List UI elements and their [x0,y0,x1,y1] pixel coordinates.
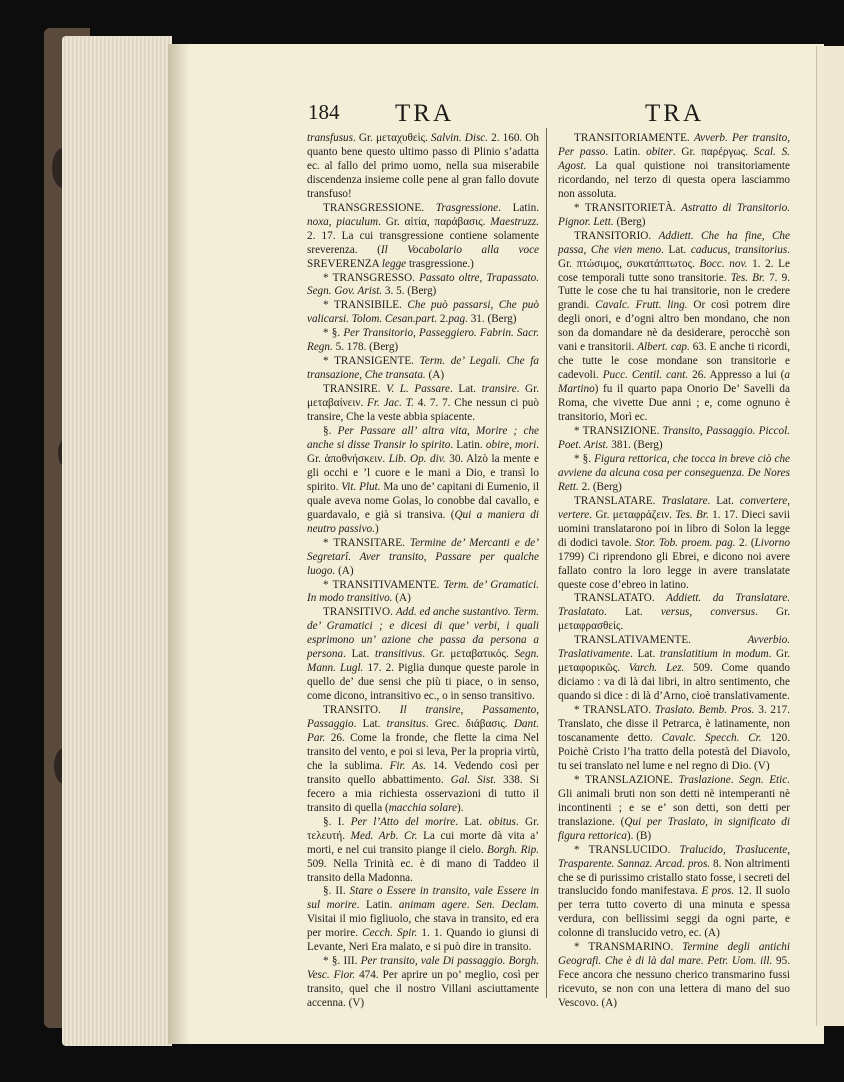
dictionary-entry: * TRANSGRESSO. Passato oltre, Trapassato. Segn. Gov. Arist. 3. 5. (Berg) [307,271,539,298]
dictionary-entry: * §. Per Transitorio, Passeggiero. Fabrin. Sacr. Regn. 5. 178. (Berg) [307,327,539,354]
dictionary-entry: §. Per Passare all’ altra vita, Morire ; che anche si disse Transir lo spirito. Latin. obire, mori. Gr. ἀποθνήσκειν. Lib. Op. div. 30. Alzò la mente e gli occhi e ’l cuore e le mani a Dio, e transì lo spirito. Vit. Plut. Ma uno de’ capitani di Eumenio, il quale aveva nome Golas, lo conobbe dal cavallo, e guardavalo, e già si transiva. (Qui a maniera di neutro passivo.) [307,425,539,535]
dictionary-entry: transfusus. Gr. μεταχυθεὶς. Salvin. Disc. 2. 160. Oh quanto bene questo ultimo passo di Plinio s’adatta ec. al fallo del primo uomo, nella sua miserabile discendenza insieme colle pene al gran fallo dovute transfuso! [307,132,539,200]
page-number: 184 [308,100,340,124]
dictionary-entry: * TRANSLAZIONE. Traslazione. Segn. Etic. Gli animali bruti non son detti nè intemperanti nè incontinenti ; e se e’ son detti, son detti per translazione. (Qui per Traslato, in significato di figura rettorica). (B) [558,773,791,842]
gutter-shadow [168,44,190,1044]
dictionary-entry: TRANSLATARE. Traslatare. Lat. convertere, vertere. Gr. μεταφράζειν. Tes. Br. 1. 17. Dieci savii uomini translatarono poi in libro di Solon la legge di dodici tavole. Stor. Tob. proem. pag. 2. (Livorno 1799) Ci riprendono gli Ebrei, e dicono noi avere fallato contro la loro legge in avere translatate queste cose d’ebreo in latino. [558,494,790,591]
dictionary-entry: * TRANSITIVAMENTE. Term. de’ Gramatici. In modo transitivo. (A) [307,578,539,605]
dictionary-entry: * TRANSITORIETÀ. Astratto di Transitorio. Pignor. Lett. (Berg) [558,201,790,228]
dictionary-entry: * TRANSLUCIDO. Tralucido, Traslucente, Trasparente. Sannaz. Arcad. pros. 8. Non altrimenti che se di purissimo cristallo stato fosse, i secreti del translucido fondo manifestava. E pros. 12. Il suolo per terra tutto coverto di una minuta e spessa verdura, con bellissimi seggi da ogni parte, e colonne di translucido vetro, ec. (A) [558,843,790,940]
dictionary-entry: * TRANSIGENTE. Term. de’ Legali. Che fa transazione, Che transata. (A) [307,355,540,382]
dictionary-entry: TRANSITIVO. Add. ed anche sustantivo. Term. de’ Gramatici ; e dicesi di que’ verbi, i quali esprimono un’ azione che passa da persona a persona. Lat. transitivus. Gr. μεταβατικός. Segn. Mann. Lugl. 17. 2. Piglia dunque queste parole in quello de’ due sensi che più ti piace, o in senso, come dicono, intransitivo ec., o in senso transitivo. [307,606,539,703]
facing-page-edge [816,46,844,1026]
dictionary-entry: TRANSLATIVAMENTE. Avverbio. Traslativamente. Lat. translatitium in modum. Gr. μεταφορικῶς. Varch. Lez. 509. Come quando diciamo : va di là dai libri, in altro sentimento, che quando si dice : di là d’Arno, cioè translativamente. [558,634,791,703]
dictionary-entry: * TRANSITARE. Termine de’ Mercanti e de’ Segretarî. Aver transito, Passare per qualche luogo. (A) [307,536,539,577]
dictionary-entry: TRANSITORIO. Addiett. Che ha fine, Che passa, Che vien meno. Lat. caducus, transitorius. Gr. πτώσιμος, συκατάπτωτος. Bocc. nov. 1. 2. Le cose temporali tutte sono transitorie. Tes. Br. 7. 9. Tutte le cose che tu hai transitorie, non le credere grandi. Cavalc. Frutt. ling. Or così potrem dire degli onori, e d’ogni altro ben mondano, che non son da domandare nè da desiderare, perocchè son vani e transitorii. Albert. cap. 63. E anche ti ricordi, che tutte le cose mondane son transitorie e cadevoli. Pucc. Centil. cant. 26. Appresso a lui (a Martino) fu il quarto papa Onorio De’ Savelli da Roma, che vivette Due anni ; e, come ognuno è transitorio, Morì ec. [558,229,791,424]
dictionary-entry: TRANSIRE. V. L. Passare. Lat. transire. Gr. μεταβαίνειν. Fr. Jac. T. 4. 7. 7. Che nessun ci può transire, Che la veste abbia spiacente. [307,383,539,424]
running-head-left: TRA [395,100,454,127]
column-rule [546,128,547,998]
dictionary-entry: * TRANSIBILE. Che può passarsi, Che può valicarsi. Tolom. Cesan.part. 2.pag. 31. (Berg) [307,299,539,326]
dictionary-entry: * TRANSMARINO. Termine degli antichi Geografi. Che è di là dal mare. Petr. Uom. ill. 95. Fece ancora che nessuno cherico transmarino fussi ricevuto, se non con una lettera di mano del suo Vescovo. (A) [558,941,790,1010]
dictionary-entry: TRANSLATATO. Addiett. da Translatare. Traslatato. Lat. versus, conversus. Gr. μεταφρασθείς. [558,592,790,633]
dictionary-entry: §. I. Per l’Atto del morire. Lat. obitus. Gr. τελευτή. Med. Arb. Cr. La cui morte dà vita a’ morti, e nel cui transito piange il cielo. Borgh. Rip. 509. Nella Trinità ec. è di mano di Taddeo il transito della Madonna. [307,815,539,884]
dictionary-entry: * TRANSIZIONE. Transito, Passaggio. Piccol. Poet. Arist. 381. (Berg) [558,425,790,451]
page-edges [62,36,172,1046]
dictionary-entry: TRANSITORIAMENTE. Avverb. Per transito, Per passo. Latin. obiter. Gr. παρέργως. Scal. S. Agost. La qual quistione noi transitoriamente ricordando, nel terzo di questa opera lasciammo non assoluta. [558,132,790,200]
dictionary-entry: TRANSITO. Il transire, Passamento, Passaggio. Lat. transitus. Grec. διάβασις. Dant. Par. 26. Come la fronde, che flette la cima Nel transito del vento, e poi si leva, Per la propria virtù, che la sublima. Fir. As. 14. Vedendo così per transito quello abbattimento. Gal. Sist. 338. Si fecero a mia richiesta osservazioni di tutto il transito di quella (macchia solare). [307,704,539,814]
dictionary-entry: * §. III. Per transito, vale Di passaggio. Borgh. Vesc. Fior. 474. Per aprire un po’ meglio, così per transito, quel che il nostro Villani asciuttamente accenna. (V) [307,955,539,1010]
dictionary-entry: * TRANSLATO. Traslato. Bemb. Pros. 3. 217. Translato, che disse il Petrarca, è latinamente, non toscanamente detto. Cavalc. Specch. Cr. 120. Poichè Cristo l’ha tratto della potestà del Diavolo, tu sei translato nel lume e nel regno di Dio. (V) [558,704,790,772]
dictionary-entry: * §. Figura rettorica, che tocca in breve ciò che avviene da alcuna cosa per conseguenza. De Nores Rett. 2. (Berg) [558,452,791,493]
right-column [558,132,790,1011]
dictionary-entry: §. II. Stare o Essere in transito, vale Essere in sul morire. Latin. animam agere. Sen. Declam. Visitai il mio figliuolo, che stava in transito, ed era per morire. Cecch. Spir. 1. 1. Quando io giunsi di Levante, Neri Era malato, e si può dire in transito. [307,885,540,954]
left-column [307,132,539,1011]
dictionary-entry: TRANSGRESSIONE. Trasgressione. Latin. noxa, piaculum. Gr. αἰτία, παράβασις. Maestruzz. 2. 17. La cui transgressione contiene solamente sreverenza. (Il Vocabolario alla voce SREVERENZA legge trasgressione.) [307,201,540,270]
running-head-right: TRA [645,100,704,127]
